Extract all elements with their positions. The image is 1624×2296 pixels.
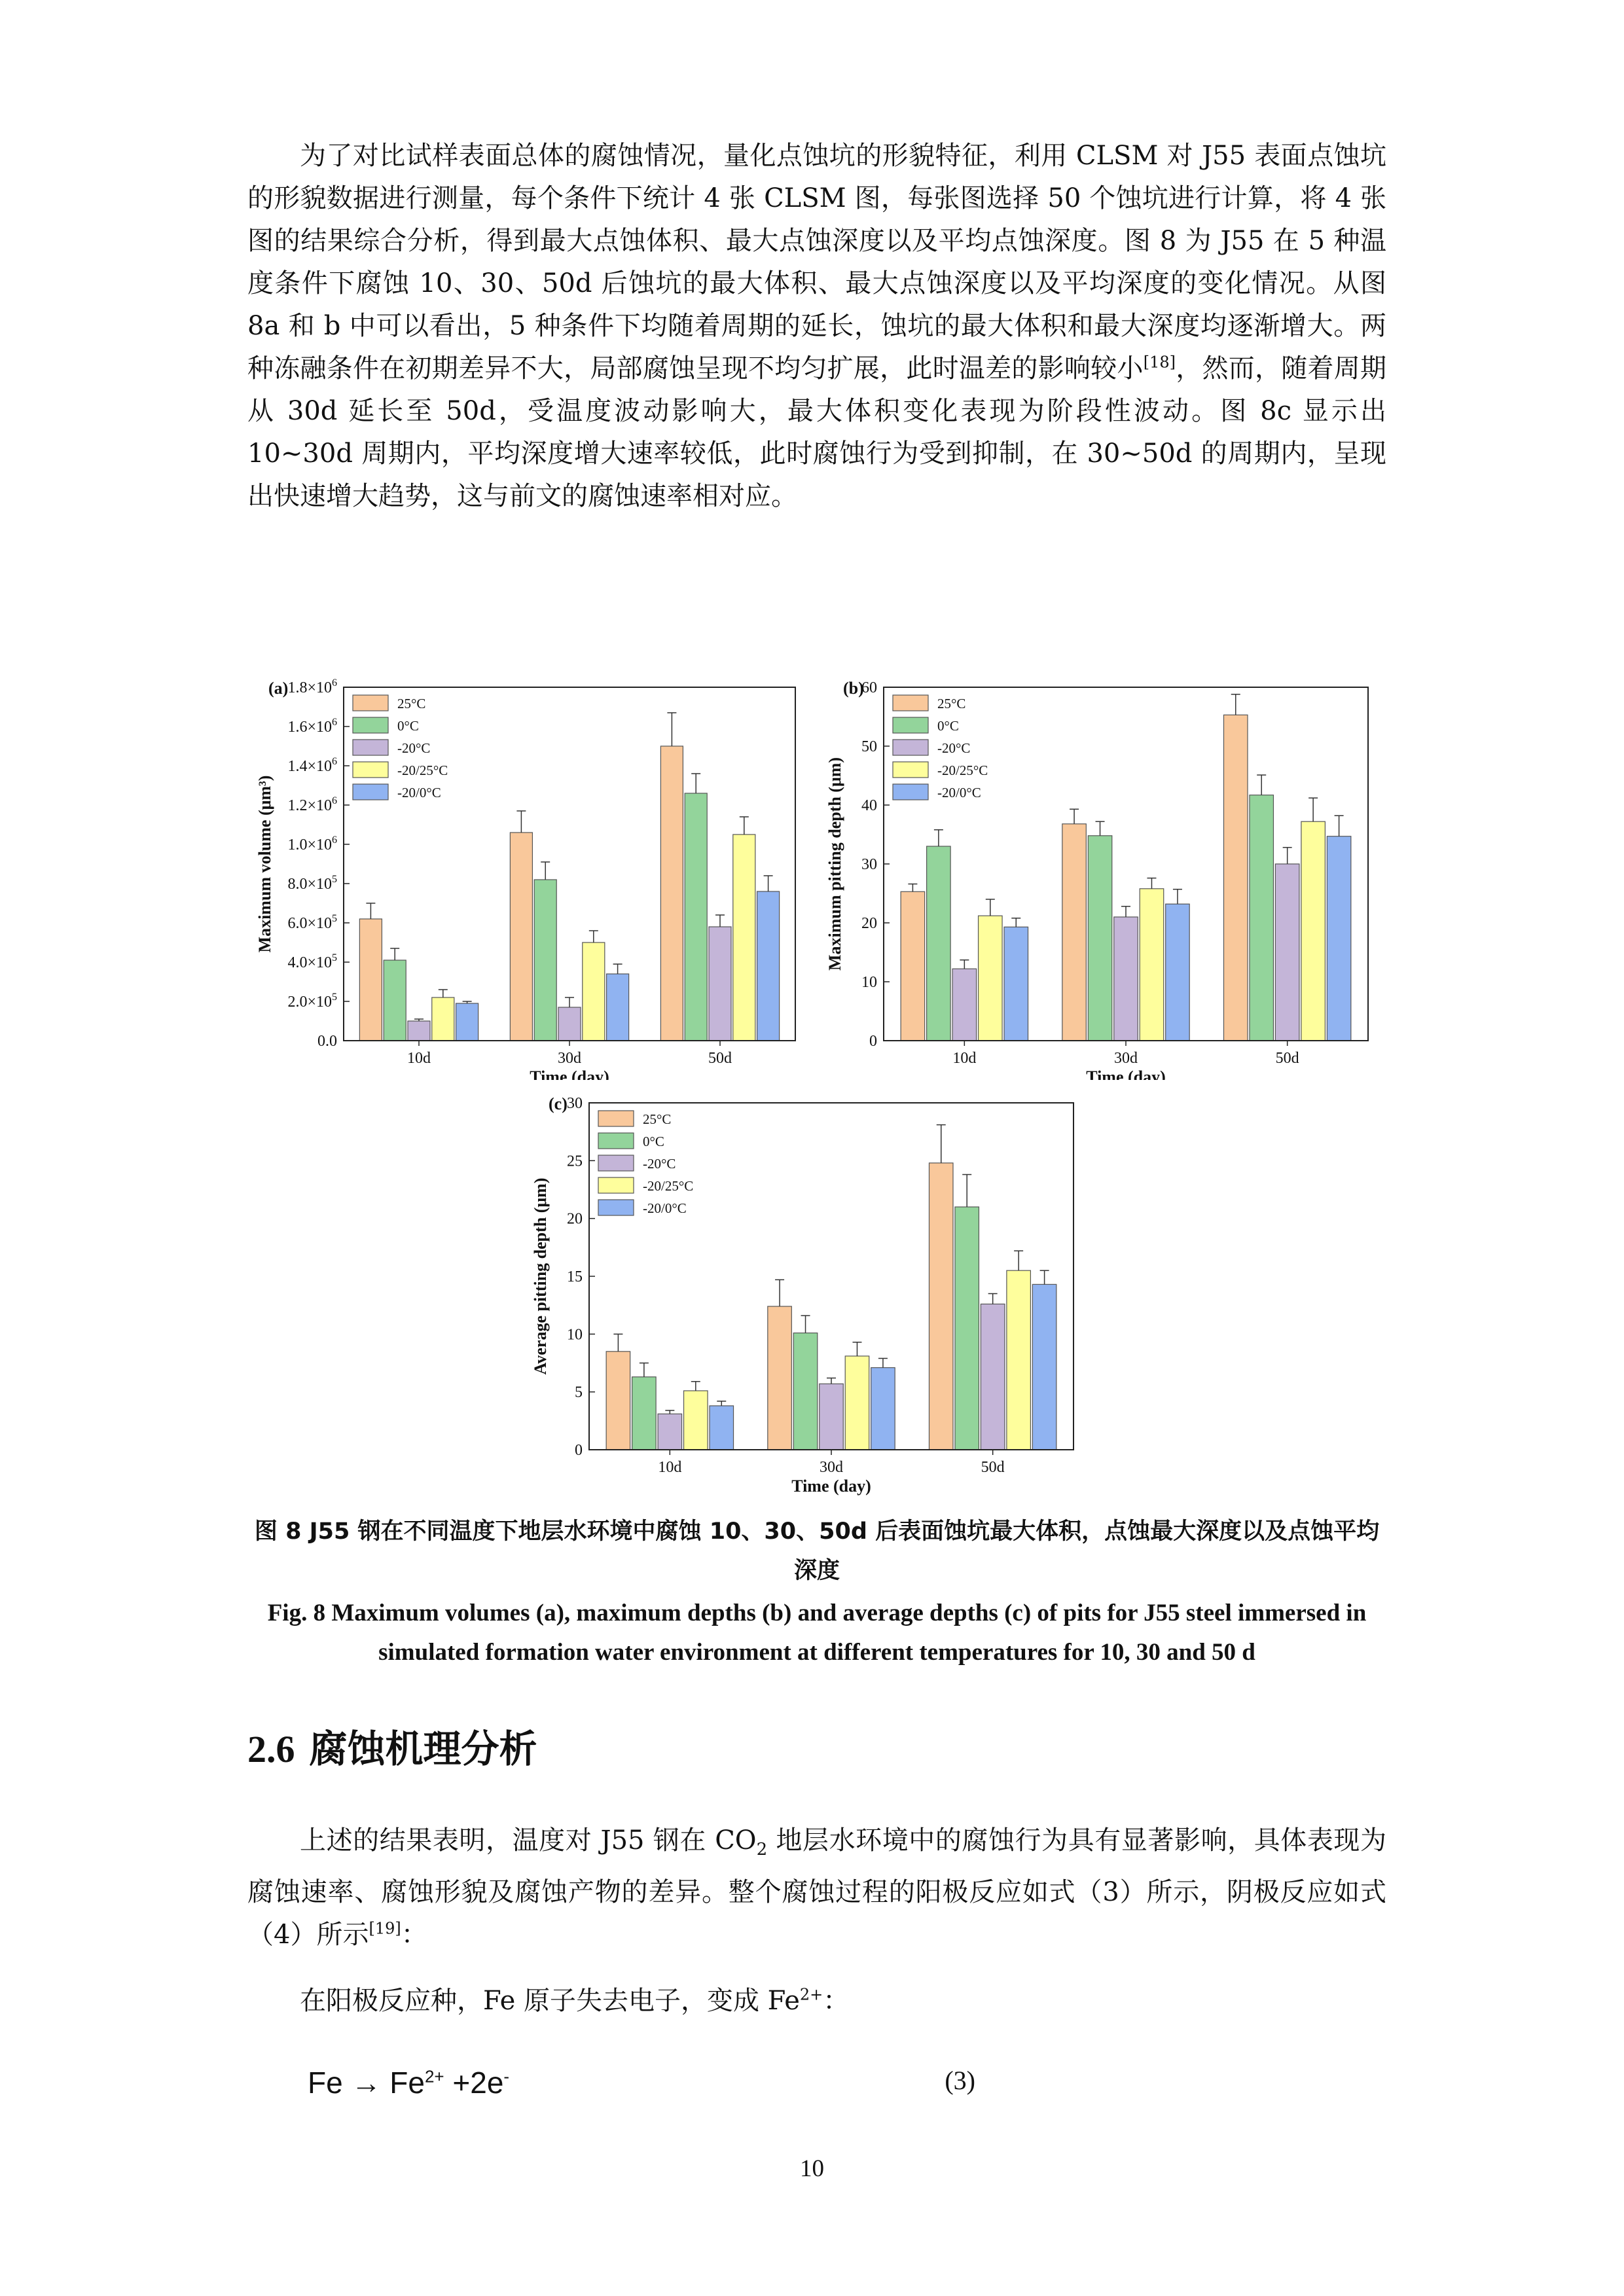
bar-c-50d-1 — [955, 1207, 979, 1450]
legend-label-b: 25°C — [937, 696, 966, 711]
subscript: 2 — [756, 1840, 768, 1859]
paragraph-text: 地层水环境中的腐蚀行为具有显著影响，具体表现为腐蚀速率、腐蚀形貌及腐蚀产物的差异。整个腐蚀过程的阳极反应如式（3）所示，阴极反应如式（4）所示 — [247, 1825, 1386, 1950]
bar-a-30d-0 — [510, 833, 532, 1041]
legend-label-b: -20°C — [937, 740, 971, 756]
figure-caption-cn: 图 8 J55 钢在不同温度下地层水环境中腐蚀 10、30、50d 后表面蚀坑最大体积，点蚀最大深度以及点蚀平均深度 — [254, 1518, 1380, 1584]
bar-a-50d-0 — [660, 746, 683, 1041]
section-heading — [247, 1718, 537, 1773]
section-number: 2.6 — [247, 1728, 295, 1770]
bar-a-50d-2 — [709, 927, 731, 1041]
equation-3 — [308, 2065, 975, 2111]
bar-c-50d-4 — [1032, 1284, 1056, 1450]
y-tick-label-a: $1.8\times 10^6$ — [287, 677, 337, 696]
bar-c-10d-2 — [658, 1414, 682, 1450]
intro-paragraph — [247, 135, 1386, 518]
y-tick-exponent: 5 — [332, 992, 337, 1003]
bar-b-30d-3 — [1140, 889, 1164, 1041]
bar-a-10d-3 — [432, 997, 454, 1041]
paragraph-text: 上述的结果表明，温度对 J55 钢在 CO — [300, 1825, 757, 1856]
bar-b-10d-0 — [901, 891, 925, 1041]
bar-a-10d-2 — [408, 1021, 430, 1041]
chart-a-wrap — [252, 668, 828, 1083]
y-axis-label-b: Maximum pitting depth (μm) — [825, 757, 844, 971]
y-tick-label-c: 5 — [575, 1384, 583, 1401]
y-tick-label-b: 20 — [861, 915, 877, 932]
y-tick-label-a: $8.0\times 10^5$ — [287, 874, 337, 893]
y-tick-label-a: $2.0\times 10^5$ — [287, 992, 337, 1011]
bar-a-50d-1 — [685, 793, 707, 1041]
bar-a-10d-1 — [384, 960, 406, 1041]
bar-b-30d-1 — [1088, 836, 1112, 1041]
bar-b-30d-4 — [1166, 904, 1190, 1041]
legend-swatch-a — [353, 695, 388, 711]
y-tick-label-c: 30 — [567, 1095, 583, 1112]
y-axis-label-a: Maximum volume (μm³) — [255, 775, 274, 953]
bar-b-50d-1 — [1250, 795, 1274, 1041]
citation-ref: [18] — [1143, 353, 1176, 372]
y-tick-exponent: 5 — [332, 952, 337, 963]
y-tick-label-a: $1.0\times 10^6$ — [287, 834, 337, 853]
bar-a-10d-0 — [359, 919, 382, 1041]
y-tick-label-a: $1.2\times 10^6$ — [287, 795, 337, 814]
legend-label-c: -20°C — [643, 1156, 676, 1172]
legend-label-a: -20/0°C — [397, 785, 441, 800]
legend-label-b: -20/25°C — [937, 762, 988, 778]
paragraph-text: ： — [823, 1986, 850, 2016]
y-tick-exponent: 6 — [332, 677, 337, 689]
equation-sup: 2+ — [424, 2066, 444, 2087]
bar-b-50d-3 — [1301, 821, 1326, 1041]
equation-lhs: Fe → Fe — [308, 2066, 425, 2100]
legend-label-b: -20/0°C — [937, 785, 981, 800]
bar-c-30d-0 — [768, 1306, 792, 1450]
bar-b-50d-2 — [1275, 864, 1299, 1041]
x-axis-label-c: Time (day) — [791, 1477, 871, 1496]
bar-c-50d-2 — [981, 1304, 1005, 1450]
bar-c-30d-1 — [793, 1333, 818, 1450]
legend-swatch-a — [353, 717, 388, 733]
bar-c-10d-4 — [710, 1406, 734, 1450]
paragraph-text: 在阳极反应种，Fe 原子失去电子，变成 Fe — [300, 1986, 800, 2016]
legend-label-c: -20/25°C — [643, 1178, 694, 1194]
y-tick-label-c: 15 — [567, 1268, 583, 1285]
bar-b-10d-2 — [952, 969, 977, 1041]
paragraph-text: 为了对比试样表面总体的腐蚀情况，量化点蚀坑的形貌特征，利用 CLSM 对 J55 表面点蚀坑的形貌数据进行测量，每个条件下统计 4 张 CLSM 图，每张图选择 50 个蚀坑进行计算，将 4 张图的结果综合分析，得到最大点蚀体积、最大点蚀深度以及平均点蚀深度。图 8 为 J55 在 5 种温度条件下腐蚀 10、30、50d 后蚀坑的最大体积、最大点蚀深度以及平均深度的变化情况。从图 8a 和 b 中可以看出，5 种条件下均随着周期的延长，蚀坑的最大体积和最大深度均逐渐增大。两种冻融条件在初期差异不大，局部腐蚀呈现不均匀扩展，此时温差的影响较小 — [247, 141, 1386, 384]
chart-a — [252, 668, 828, 1080]
legend-swatch-a — [353, 762, 388, 778]
y-tick-label-c: 0 — [575, 1442, 583, 1459]
section-title: 腐蚀机理分析 — [309, 1727, 537, 1771]
x-tick-label-a: 30d — [558, 1050, 581, 1067]
bar-a-30d-4 — [607, 974, 629, 1041]
x-axis-label-a: Time (day) — [530, 1067, 609, 1080]
bar-b-30d-2 — [1114, 917, 1138, 1041]
panel-label-b: (b) — [843, 679, 864, 698]
bar-c-30d-3 — [845, 1356, 869, 1450]
chart-b-wrap — [825, 668, 1401, 1083]
paragraph-text: ，然而，随着周期从 30d 延长至 50d，受温度波动影响大，最大体积变化表现为阶段性波动。图 8c 显示出 10~30d 周期内，平均深度增大速率较低，此时腐蚀行为受到抑制，在 30~50d 的周期内，呈现出快速增大趋势，这与前文的腐蚀速率相对应。 — [247, 353, 1387, 511]
bar-a-50d-3 — [733, 834, 755, 1041]
bar-b-30d-0 — [1062, 824, 1087, 1041]
legend-swatch-c — [598, 1177, 634, 1193]
equation-number: (3) — [945, 2066, 975, 2095]
y-axis-label-c: Average pitting depth (μm) — [531, 1177, 550, 1375]
legend-swatch-b — [893, 717, 928, 733]
page-number: 10 — [800, 2155, 824, 2182]
legend-label-c: -20/0°C — [643, 1200, 687, 1216]
y-tick-label-a: $4.0\times 10^5$ — [287, 952, 337, 971]
y-tick-label-b: 40 — [861, 797, 877, 814]
y-tick-label-a: $1.4\times 10^6$ — [287, 756, 337, 775]
legend-swatch-a — [353, 784, 388, 800]
bar-a-10d-4 — [456, 1003, 478, 1041]
legend-swatch-c — [598, 1111, 634, 1126]
legend-swatch-c — [598, 1200, 634, 1215]
legend-swatch-c — [598, 1133, 634, 1149]
x-tick-label-c: 30d — [820, 1459, 843, 1476]
y-tick-label-a: $1.6\times 10^6$ — [287, 717, 337, 736]
bar-a-50d-4 — [757, 891, 780, 1041]
legend-label-a: -20/25°C — [397, 762, 448, 778]
bar-c-50d-0 — [929, 1163, 953, 1450]
x-tick-label-b: 30d — [1114, 1050, 1138, 1067]
equation-sup2: - — [503, 2066, 510, 2087]
legend-swatch-b — [893, 762, 928, 778]
x-axis-label-b: Time (day) — [1086, 1067, 1166, 1080]
x-tick-label-b: 50d — [1275, 1050, 1299, 1067]
y-tick-label-a: $6.0\times 10^5$ — [287, 913, 337, 932]
y-tick-label-c: 25 — [567, 1153, 583, 1170]
bar-b-10d-4 — [1004, 927, 1028, 1041]
y-tick-exponent: 5 — [332, 913, 337, 924]
y-tick-label-c: 20 — [567, 1210, 583, 1228]
chart-c — [530, 1080, 1106, 1499]
bar-c-30d-4 — [871, 1368, 895, 1450]
figure-caption-en: Fig. 8 Maximum volumes (a), maximum depths (b) and average depths (c) of pits for J55 steel immersed in simulated formation water environment at different temperatures for 10, 30 and 50 d — [267, 1600, 1367, 1666]
y-tick-exponent: 6 — [332, 795, 337, 806]
bar-b-50d-0 — [1223, 715, 1248, 1041]
legend-label-b: 0°C — [937, 718, 959, 734]
bar-a-30d-2 — [558, 1007, 581, 1041]
bar-a-30d-1 — [534, 880, 556, 1041]
y-tick-label-a: 0.0 — [317, 1033, 337, 1050]
x-tick-label-b: 10d — [952, 1050, 977, 1067]
legend-label-c: 25°C — [643, 1111, 672, 1127]
panel-label-c: (c) — [549, 1094, 568, 1113]
y-tick-exponent: 6 — [332, 756, 337, 767]
bar-b-50d-4 — [1327, 836, 1351, 1041]
y-tick-label-b: 60 — [861, 679, 877, 696]
bar-c-30d-2 — [820, 1384, 844, 1450]
y-tick-label-b: 10 — [861, 974, 877, 991]
superscript: 2+ — [799, 1985, 823, 2004]
chart-b — [825, 668, 1401, 1080]
y-tick-exponent: 6 — [332, 717, 337, 728]
x-tick-label-a: 10d — [407, 1050, 431, 1067]
y-tick-label-b: 50 — [861, 738, 877, 755]
y-tick-exponent: 6 — [332, 834, 337, 846]
legend-swatch-b — [893, 695, 928, 711]
x-tick-label-a: 50d — [708, 1050, 732, 1067]
legend-label-a: 0°C — [397, 718, 419, 734]
legend-swatch-a — [353, 740, 388, 755]
bar-c-10d-0 — [606, 1352, 630, 1450]
bar-b-10d-1 — [927, 846, 951, 1041]
paragraph-text: ： — [401, 1920, 427, 1950]
equation-rhs: +2e — [444, 2066, 504, 2100]
chart-c-wrap — [530, 1080, 1106, 1501]
bar-c-50d-3 — [1007, 1270, 1031, 1450]
y-tick-label-b: 30 — [861, 856, 877, 873]
bar-c-10d-3 — [684, 1391, 708, 1450]
bar-a-30d-3 — [583, 942, 605, 1041]
mechanism-paragraph — [247, 1820, 1386, 1956]
legend-label-a: 25°C — [397, 696, 426, 711]
equation-expression — [308, 2065, 509, 2100]
legend-swatch-c — [598, 1155, 634, 1171]
bar-c-10d-1 — [632, 1377, 657, 1450]
legend-swatch-b — [893, 784, 928, 800]
x-tick-label-c: 50d — [981, 1459, 1005, 1476]
bar-b-10d-3 — [979, 916, 1003, 1041]
y-tick-exponent: 5 — [332, 874, 337, 885]
citation-ref: [19] — [369, 1919, 401, 1938]
panel-label-a: (a) — [268, 679, 289, 698]
legend-swatch-b — [893, 740, 928, 755]
y-tick-label-c: 10 — [567, 1326, 583, 1344]
legend-label-a: -20°C — [397, 740, 431, 756]
anode-paragraph — [247, 1980, 1386, 2022]
y-tick-label-b: 0 — [869, 1033, 877, 1050]
legend-label-c: 0°C — [643, 1134, 664, 1149]
x-tick-label-c: 10d — [658, 1459, 682, 1476]
